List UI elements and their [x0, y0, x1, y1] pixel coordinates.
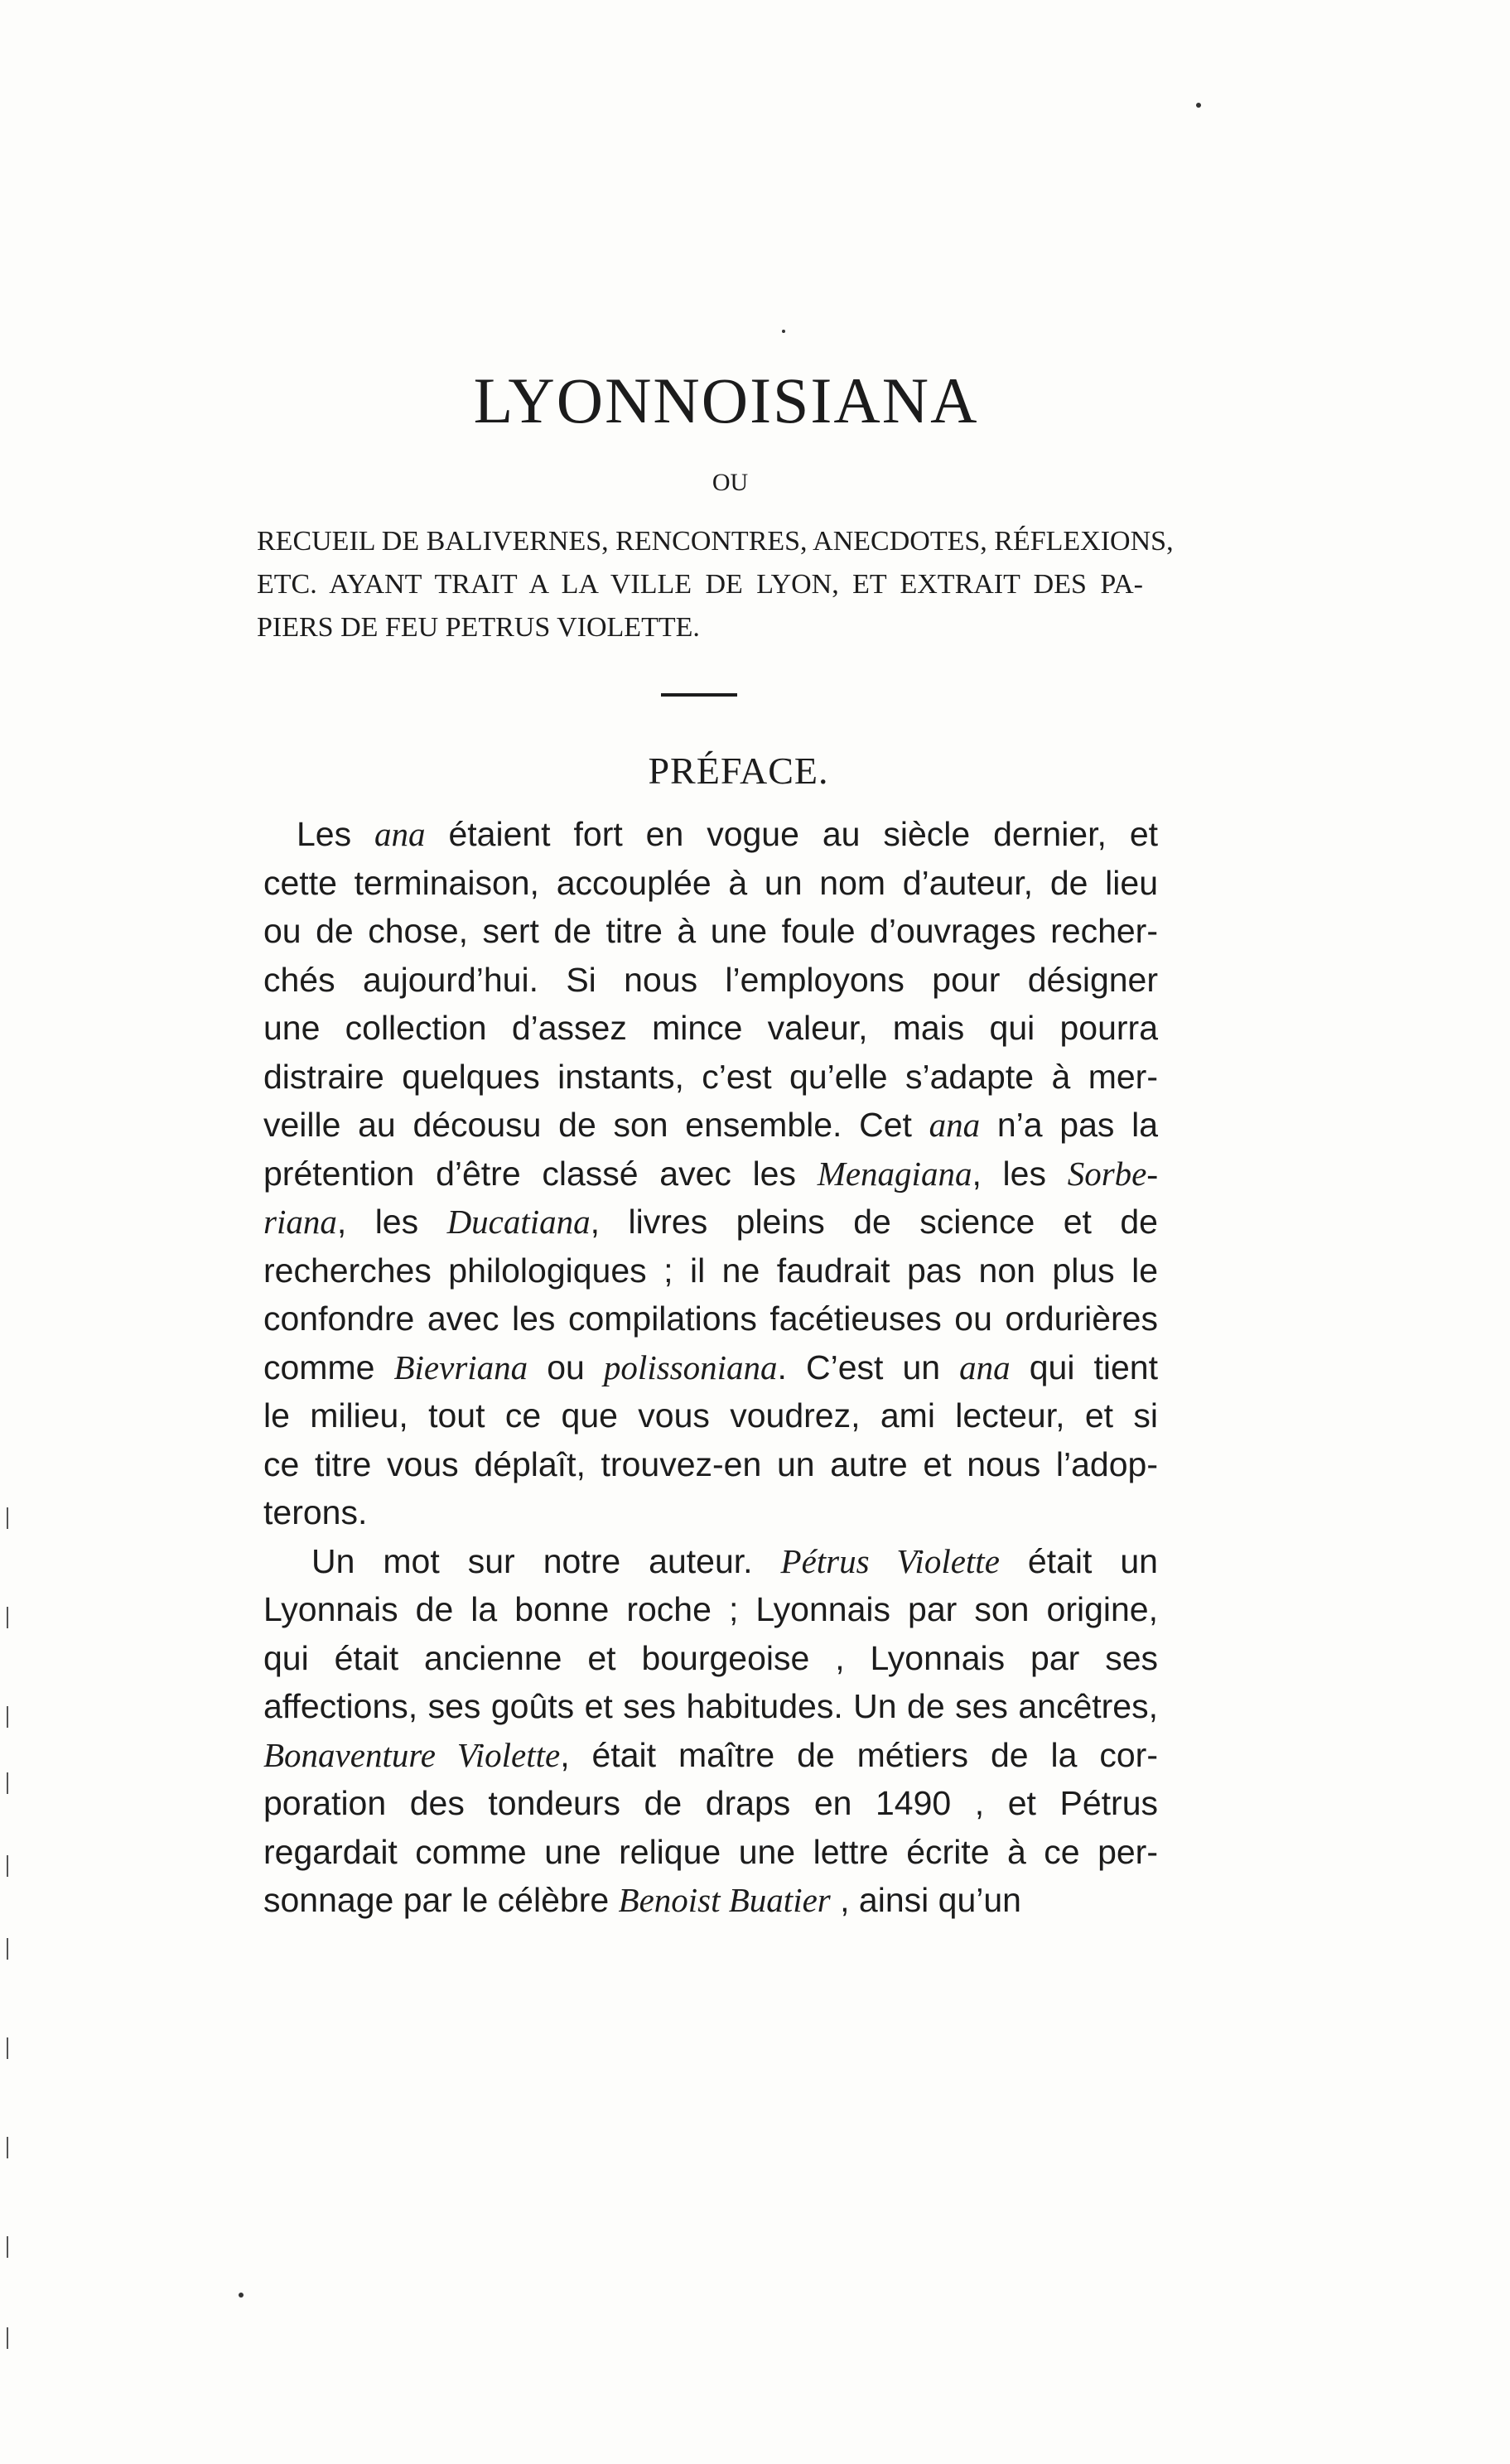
margin-marks [7, 1507, 10, 2352]
margin-tick [7, 1607, 8, 1628]
italic-term: Menagiana [817, 1154, 972, 1193]
margin-tick [7, 1772, 8, 1794]
text-line: ce titre vous déplaît, trouvez-en un autre et nous l’adop- [263, 1444, 1158, 1483]
margin-tick [7, 1706, 8, 1728]
text-line: recherches philologiques ; il ne faudrait pas non plus le [263, 1251, 1158, 1290]
text-line: comme Bievriana ou polissoniana. C’est un ana qui tient [263, 1348, 1158, 1386]
italic-term: Bonaventure Violette [263, 1735, 561, 1774]
text-line: regardait comme une relique une lettre écrite à ce per- [263, 1832, 1158, 1871]
margin-tick [7, 1855, 8, 1877]
text-line: le milieu, tout ce que vous voudrez, ami lecteur, et si [263, 1396, 1158, 1435]
italic-term: ana [959, 1348, 1011, 1386]
margin-tick [7, 2327, 8, 2349]
text-line: chés aujourd’hui. Si nous l’employons pour désigner [263, 960, 1158, 999]
text-line: distraire quelques instants, c’est qu’elle s’adapte à mer- [263, 1057, 1158, 1096]
italic-term: ana [929, 1106, 981, 1144]
margin-tick [7, 2037, 8, 2059]
margin-tick [7, 2137, 8, 2158]
margin-tick [7, 2236, 8, 2258]
text-line: Lyonnais de la bonne roche ; Lyonnais par son origine, [263, 1590, 1158, 1628]
italic-term: Ducatiana [446, 1203, 591, 1241]
title-conjunction: OU [712, 469, 749, 496]
text-line: cette terminaison, accouplée à un nom d’auteur, de lieu [263, 863, 1158, 902]
text-line: veille au décousu de son ensemble. Cet ana n’a pas la [263, 1106, 1158, 1144]
preface-body [263, 810, 1158, 1925]
text-line: confondre avec les compilations facétieuses ou ordurières [263, 1300, 1158, 1338]
subtitle-line: ETC. AYANT TRAIT A LA VILLE DE LYON, ET EXTRAIT DES PA- [257, 569, 1143, 600]
text-line: riana, les Ducatiana, livres pleins de science et de [263, 1203, 1158, 1241]
italic-term: riana [263, 1203, 337, 1241]
speck [239, 2293, 244, 2298]
text-line: une collection d’assez mince valeur, mais qui pourra [263, 1009, 1158, 1047]
subtitle-line: PIERS DE FEU PETRUS VIOLETTE. [257, 612, 700, 643]
speck [1196, 103, 1201, 108]
italic-term: Bievriana [393, 1348, 528, 1386]
text-line: sonnage par le célèbre Benoist Buatier , ainsi qu’un [263, 1881, 1021, 1919]
text-line: Un mot sur notre auteur. Pétrus Violette était un [311, 1541, 1158, 1580]
subtitle [257, 520, 1174, 649]
book-title: LYONNOISIANA [473, 364, 979, 436]
margin-tick [7, 1938, 8, 1960]
text-line: poration des tondeurs de draps en 1490 , et Pétrus [263, 1784, 1158, 1822]
speck [782, 330, 785, 333]
text-line: terons. [263, 1493, 368, 1531]
italic-term: ana [374, 815, 426, 853]
italic-term: Pétrus Violette [780, 1541, 1000, 1580]
subtitle-line: RECUEIL DE BALIVERNES, RENCONTRES, ANECDOTES, RÉFLEXIONS, [257, 526, 1174, 557]
italic-term: Benoist Buatier [618, 1881, 831, 1919]
separator-rule [661, 693, 737, 697]
text-line: affections, ses goûts et ses habitudes. Un de ses ancêtres, [263, 1687, 1158, 1725]
text-line: qui était ancienne et bourgeoise , Lyonnais par ses [263, 1638, 1158, 1677]
text-line: Bonaventure Violette, était maître de métiers de la cor- [263, 1735, 1158, 1774]
preface-heading: PRÉFACE. [648, 750, 829, 792]
text-line: ou de chose, sert de titre à une foule d’ouvrages recher- [263, 912, 1158, 950]
text-line: Les ana étaient fort en vogue au siècle dernier, et [297, 815, 1159, 853]
margin-tick [7, 1507, 8, 1529]
text-line: prétention d’être classé avec les Menagiana, les Sorbe- [263, 1154, 1158, 1193]
italic-term: polissoniana [603, 1348, 778, 1386]
italic-term: Sorbe- [1067, 1154, 1158, 1193]
